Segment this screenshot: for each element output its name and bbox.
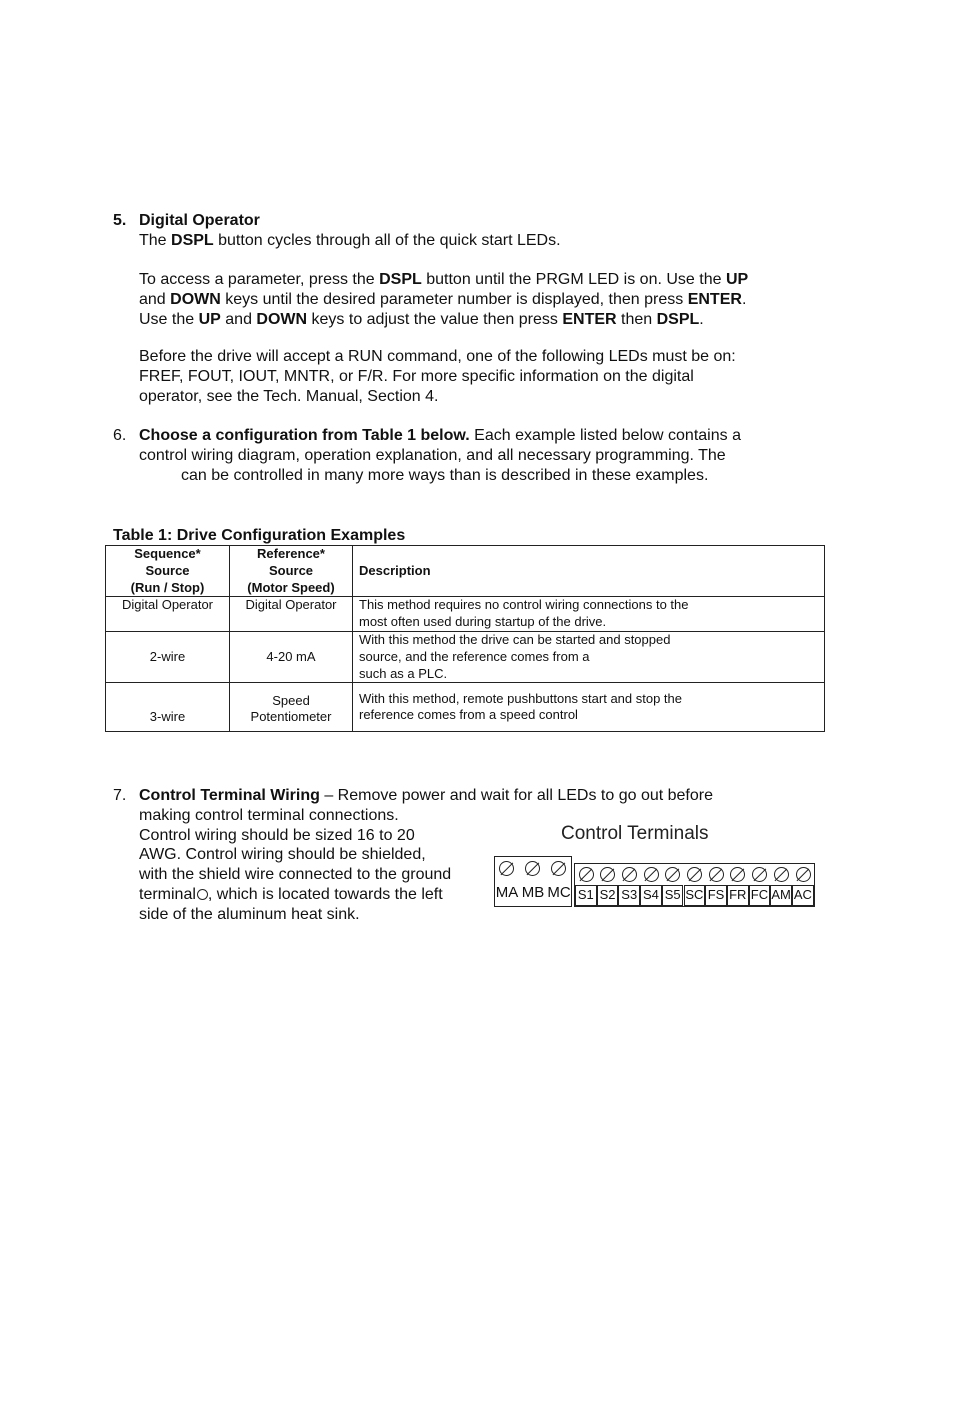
- terminal-label-fc: FC: [750, 887, 769, 902]
- section-7-number: 7.: [113, 787, 127, 804]
- screw-icon: [551, 861, 566, 876]
- terminal-label-s5: S5: [664, 887, 681, 902]
- row-1-reference: Digital Operator: [230, 597, 353, 632]
- section-5-p3-line-3: operator, see the Tech. Manual, Section 4.: [139, 387, 439, 405]
- configuration-table: [105, 545, 825, 732]
- terminal-label-mb: MB: [521, 884, 545, 901]
- row-1-description: This method requires no control wiring connections to the most often used during startup of the drive.: [353, 597, 825, 632]
- section-5-line-1: The DSPL button cycles through all of the quick start LEDs.: [139, 231, 561, 249]
- screw-icon: [525, 861, 540, 876]
- section-6-line-1: Choose a configuration from Table 1 below. Each example listed below contains a: [139, 427, 741, 444]
- section-6-block: [139, 426, 741, 485]
- control-terminals-title: Control Terminals: [561, 823, 709, 844]
- table-row: [106, 631, 825, 682]
- row-3-reference: Speed Potentiometer: [230, 683, 353, 732]
- terminal-label-fs: FS: [707, 887, 725, 902]
- row-2-reference: 4-20 mA: [230, 631, 353, 682]
- section-7-line-7: side of the aluminum heat sink.: [139, 905, 360, 923]
- section-5-heading: Digital Operator: [139, 212, 260, 229]
- screw-icon: [579, 867, 594, 882]
- table-header-row: [106, 546, 825, 597]
- ground-icon: [197, 889, 208, 900]
- row-3-sequence: 3-wire: [106, 683, 230, 732]
- section-5-p3-line-2: FREF, FOUT, IOUT, MNTR, or F/R. For more specific information on the digital: [139, 367, 694, 385]
- row-2-sequence: 2-wire: [106, 631, 230, 682]
- terminal-label-mc: MC: [547, 884, 571, 901]
- section-6-number: 6.: [113, 427, 127, 444]
- section-7-line-6: terminal , which is located towards the left: [139, 885, 443, 903]
- section-5-p2-line-1: To access a parameter, press the DSPL button until the PRGM LED is on. Use the UP: [139, 271, 749, 289]
- row-1-sequence: Digital Operator: [106, 597, 230, 632]
- table-caption: Table 1: Drive Configuration Examples: [113, 527, 406, 544]
- section-7-heading: Control Terminal Wiring: [139, 787, 320, 804]
- header-description: Description: [353, 546, 825, 597]
- section-5-block: [139, 211, 748, 330]
- screw-icon: [644, 867, 659, 882]
- section-7-line-4: AWG. Control wiring should be shielded,: [139, 846, 426, 864]
- header-reference-source: Reference* Source (Motor Speed): [230, 546, 353, 597]
- section-5-number: 5.: [113, 212, 127, 229]
- section-5-p3-line-1: Before the drive will accept a RUN command, one of the following LEDs must be on:: [139, 348, 736, 365]
- terminal-label-am: AM: [771, 887, 791, 902]
- screw-icon: [709, 867, 724, 882]
- section-7-line-2: making control terminal connections.: [139, 806, 399, 824]
- section-5-p2-line-2: and DOWN keys until the desired parameter number is displayed, then press ENTER.: [139, 291, 747, 309]
- screw-icon: [622, 867, 637, 882]
- terminal-label-s2: S2: [599, 887, 616, 902]
- section-6-line-3: can be controlled in many more ways than is described in these examples.: [181, 466, 709, 484]
- screw-icon: [796, 867, 811, 882]
- terminal-label-ac: AC: [793, 887, 812, 902]
- terminal-label-sc: SC: [685, 887, 704, 902]
- section-7-line-5: with the shield wire connected to the ground: [139, 866, 452, 884]
- section-7-line-1: Control Terminal Wiring – Remove power and wait for all LEDs to go out before: [139, 787, 713, 804]
- screw-icon: [752, 867, 767, 882]
- section-5-p3: [139, 347, 736, 406]
- table-row: [106, 597, 825, 632]
- header-sequence-source: Sequence* Source (Run / Stop): [106, 546, 230, 597]
- row-2-description: With this method the drive can be started and stopped source, and the reference comes from a such as a PLC.: [353, 631, 825, 682]
- section-6-heading: Choose a configuration from Table 1 below.: [139, 427, 470, 444]
- row-3-description: With this method, remote pushbuttons start and stop the reference comes from a speed control: [353, 683, 825, 732]
- screw-icon: [774, 867, 789, 882]
- screw-icon: [499, 861, 514, 876]
- section-6-line-2: control wiring diagram, operation explanation, and all necessary programming. The: [139, 446, 726, 464]
- screw-icon: [687, 867, 702, 882]
- terminal-label-s3: S3: [621, 887, 638, 902]
- terminal-label-s4: S4: [642, 887, 659, 902]
- section-5-p2-line-3: Use the UP and DOWN keys to adjust the value then press ENTER then DSPL.: [139, 310, 704, 328]
- terminal-label-s1: S1: [577, 887, 594, 902]
- terminal-label-ma: MA: [495, 884, 519, 901]
- terminal-label-fr: FR: [729, 887, 747, 902]
- section-7-line-3: Control wiring should be sized 16 to 20: [139, 826, 415, 844]
- table-row: [106, 683, 825, 732]
